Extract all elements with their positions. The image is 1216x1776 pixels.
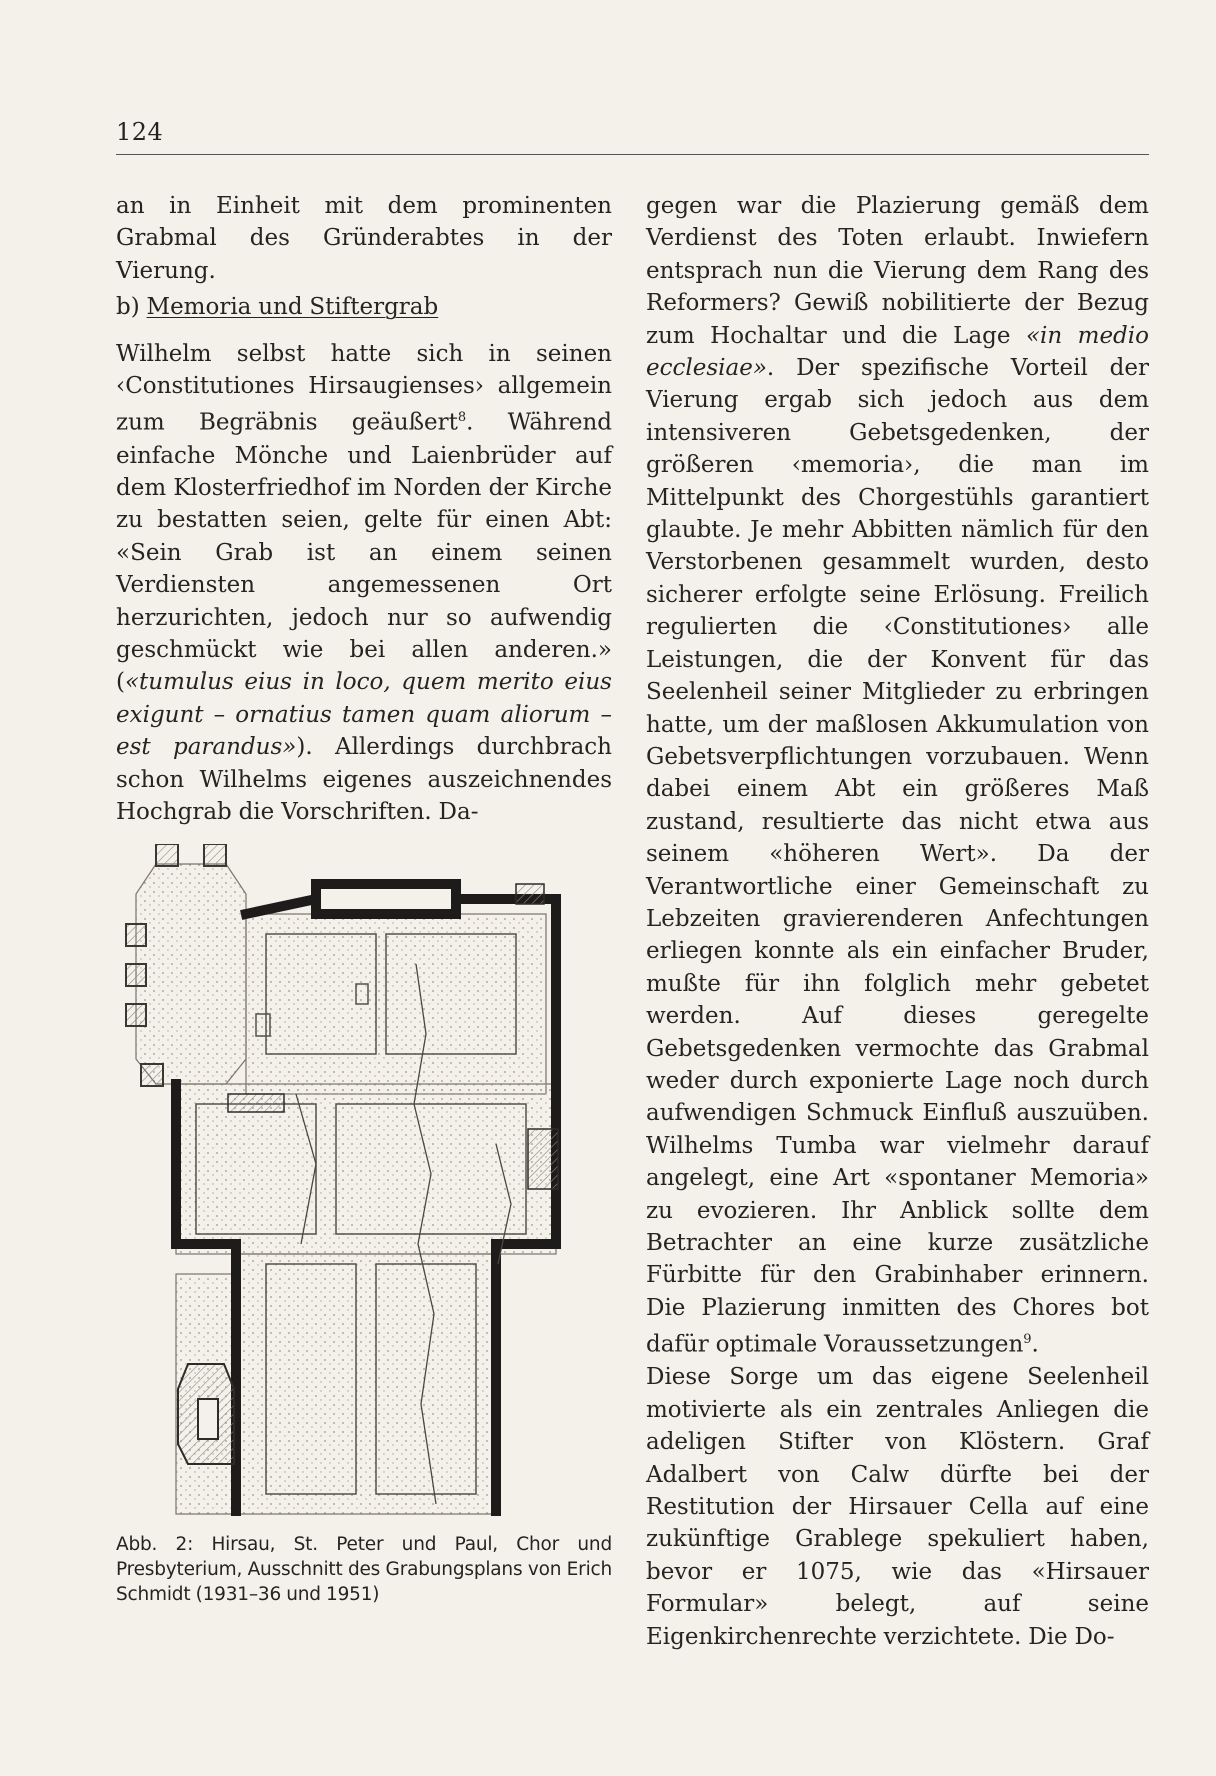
latin-quotation: «tumulus eius in loco, quem merito eius exigunt – ornatius tamen quam aliorum – est parandus» [116, 669, 612, 761]
left-paragraph-2 [116, 338, 612, 829]
section-heading-text: Memoria und Stiftergrab [146, 294, 439, 321]
right-p1-text-a: gegen war die Plazierung gemäß dem Verdienst des Toten erlaubt. Inwiefern entsprach nun die Vierung dem Rang des Reformers? Gewiß nobilitierte der Bezug zum Hochaltar und die Lage [646, 193, 1149, 349]
left-p2-text-c: ). Allerdings durchbrach schon Wilhelms eigenes auszeichnendes Hochgrab die Vorschriften. Da- [116, 734, 612, 825]
figure-excavation-plan [116, 844, 612, 1516]
section-heading-prefix: b) [116, 294, 147, 321]
header-rule [116, 154, 1149, 155]
page-number: 124 [116, 118, 164, 146]
left-column [116, 190, 612, 1607]
section-heading [116, 291, 612, 323]
footnote-ref-9: 9 [1023, 1332, 1032, 1348]
figure-caption: Abb. 2: Hirsau, St. Peter und Paul, Chor und Presbyterium, Ausschnitt des Grabungsplans von Erich Schmidt (1931–36 und 1951) [116, 1534, 612, 1606]
left-p2-text-a: Wilhelm selbst hatte sich in seinen ‹Constitutiones Hirsaugienses› allgemein zum Begräbnis geäußert [116, 340, 612, 437]
right-paragraph-2: Diese Sorge um das eigene Seelenheil motivierte als ein zentrales Anliegen die adeligen Stifter von Klöstern. Graf Adalbert von Calw dürfte bei der Restitution der Hirsauer Cella auf eine zukünftige Grablege spekuliert haben, bevor er 1075, wie das «Hirsauer Formular» belegt, auf seine Eigenkirchenrechte verzichtete. Die Do- [646, 1364, 1149, 1650]
latin-phrase-in-medio-ecclesiae: «in medio ecclesiae» [646, 322, 1149, 382]
left-p2-text-b: . Während einfache Mönche und Laienbrüder auf dem Klosterfriedhof im Norden der Kirche zu bestatten seien, gelte für einen Abt: «Sein Grab ist an einem seinen Verdiensten angemessenen Ort herzurichten, jedoch nur so aufwendig geschmückt wie bei allen anderen.» ( [116, 410, 612, 696]
left-paragraph-1: an in Einheit mit dem prominenten Grabmal des Gründerabtes in der Vierung. [116, 193, 612, 284]
right-paragraph-1 [646, 190, 1149, 1361]
excavation-plan-drawing [116, 844, 612, 1516]
right-p1-text-c: . [1031, 1331, 1039, 1358]
footnote-ref-8: 8 [457, 410, 467, 426]
right-p1-text-b: . Der spezifische Vorteil der Vierung ergab sich jedoch aus dem intensiveren Gebetsgedenken, der größeren ‹memoria›, die man im Mittelpunkt des Chorgestühls garantiert glaubte. Je mehr Abbitten nämlich für den Verstorbenen gesammelt wurden, desto sicherer erfolgte seine Erlösung. Freilich regulierten die ‹Constitutiones› alle Leistungen, die der Konvent für das Seelenheil seiner Mitglieder zu erbringen hatte, um der maßlosen Akkumulation von Gebetsverpflichtungen vorzubauen. Wenn dabei einem Abt ein größeres Maß zustand, resultierte das nicht etwa aus seinem «höheren Wert». Da der Verantwortliche einer Gemeinschaft zu Lebzeiten gravierenderen Anfechtungen erliegen konnte als ein einfacher Bruder, mußte für ihn folglich mehr gebetet werden. Auf dieses geregelte Gebetsgedenken vermochte das Grabmal weder durch exponierte Lage noch durch aufwendigen Schmuck Einfluß auszuüben. Wilhelms Tumba war vielmehr darauf angelegt, eine Art «spontaner Memoria» zu evozieren. Ihr Anblick sollte dem Betrachter an eine kurze zusätzliche Fürbitte für den Grabinhaber erinnern. Die Plazierung inmitten des Chores bot dafür optimale Voraussetzungen [646, 355, 1149, 1358]
right-column [646, 190, 1149, 1653]
